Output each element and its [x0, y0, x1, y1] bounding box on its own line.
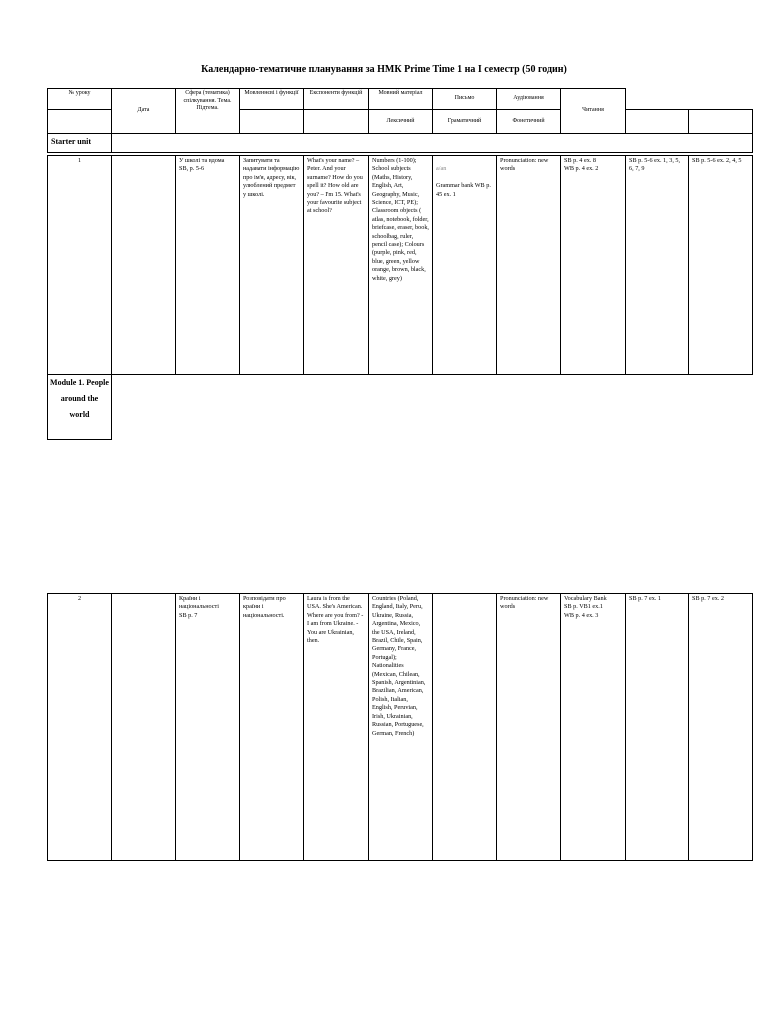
row2-grammar: [432, 593, 497, 861]
row1-grammar-note: a/an: [436, 165, 447, 173]
row1-grammar-text: Grammar bank WB p. 45 ex. 1: [436, 182, 491, 198]
header-col12-blank: [688, 109, 753, 134]
header-writing: Письмо: [432, 88, 497, 110]
row1-lesson-number: 1: [47, 155, 112, 375]
header-lexical: Лексичний: [368, 109, 433, 134]
row1-phonetic: Pronunciation: new words: [496, 155, 561, 375]
header-date: Дата: [111, 88, 176, 134]
header-col11-blank: [625, 109, 689, 134]
header-grammar: Граматичний: [432, 109, 497, 134]
row2-col11: SB p. 7 ex. 1: [625, 593, 689, 861]
header-exponents: Експоненти функцій: [303, 88, 369, 110]
row1-sphere: У школі та вдома SB, p. 5-6: [175, 155, 240, 375]
header-reading: Читання: [560, 88, 626, 134]
page-title: Календарно-тематичне планування за НМК Prime Time 1 на І семестр (50 годин): [201, 64, 567, 75]
row2-col12: SB p. 7 ex. 2: [688, 593, 753, 861]
header-exponents-blank: [303, 109, 369, 134]
row2-date: [111, 593, 176, 861]
header-phonetic: Фонетичний: [496, 109, 561, 134]
header-skills-blank: [239, 109, 304, 134]
header-lesson-number-blank: [47, 109, 112, 134]
header-audio: Аудіювання: [496, 88, 561, 110]
header-language-material: Мовний матеріал: [368, 88, 433, 110]
row2-lexical: Countries (Poland, England, Italy, Peru, Ukraine, Russia, Argentina, Mexico, the USA, Ireland, Brazil, Chile, Spain, Germany, France, Portugal); Nationalities (Mexican, Chilean, Spanish, Argentinian, Brazilian, American, Polish, Italian, English, Peruvian, Irish, Ukrainian, Russian, Portuguese, German, French): [368, 593, 433, 861]
row2-reading: Vocabulary Bank SB p. VB1 ex.1 WB p. 4 ex. 3: [560, 593, 626, 861]
row1-grammar: [432, 155, 497, 375]
row1-col11: SB p. 5-6 ex. 1, 3, 5, 6, 7, 9: [625, 155, 689, 375]
row2-exponents: Laura is from the USA. She's American. Where are you from? - I am from Ukraine. - You are Ukrainian, then.: [303, 593, 369, 861]
row2-sphere: Країни і національності SB p. 7: [175, 593, 240, 861]
header-skills: Мовленнєві і функції: [239, 88, 304, 110]
starter-unit-span: [111, 133, 753, 153]
header-sphere: Сфера (тематика) спілкування. Тема. Підтема.: [175, 88, 240, 134]
row1-col12: SB p. 5-6 ex. 2, 4, 5: [688, 155, 753, 375]
starter-unit-label: Starter unit: [47, 133, 112, 153]
row1-reading: SB p. 4 ex. 8 WB p. 4 ex. 2: [560, 155, 626, 375]
row2-skills: Розповідати про країни і національності.: [239, 593, 304, 861]
module1-label: Module 1. People around the world: [47, 374, 112, 440]
row1-skills: Запитувати та надавати інформацію про ім'я, адресу, вік, улюблений предмет у школі.: [239, 155, 304, 375]
row2-phonetic: Pronunciation: new words: [496, 593, 561, 861]
header-lesson-number: № уроку: [47, 88, 112, 110]
row2-lesson-number: 2: [47, 593, 112, 861]
row1-lexical: Numbers (1-100); School subjects (Maths, History, English, Art, Geography, Music, Science, ICT, PE); Classroom objects ( atlas, notebook, folder, briefcase, eraser, book, schoolbag, ruler, pencil case); Colours (purple, pink, red, blue, green, yellow orange, brown, black, white, grey): [368, 155, 433, 375]
row1-exponents: What's your name? – Peter. And your surname? How do you spell it? How old are you? – I'm 15. What's your favourite subject at school?: [303, 155, 369, 375]
row1-date: [111, 155, 176, 375]
